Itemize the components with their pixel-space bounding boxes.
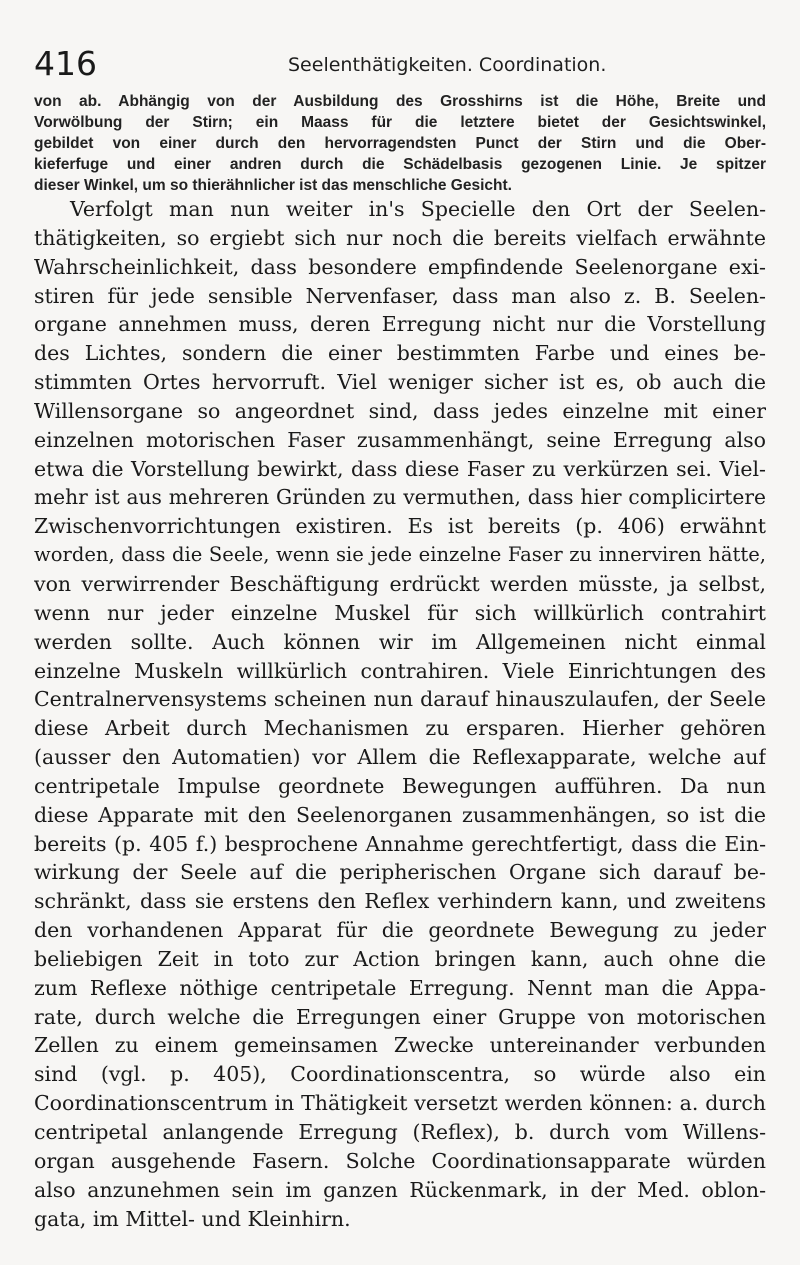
text-line: beliebigen Zeit in toto zur Action bringen kann, auch ohne die: [34, 946, 766, 971]
text-line: gata, im Mittel- und Kleinhirn.: [34, 1206, 351, 1231]
text-line: centripetal anlangende Erregung (Reflex), b. durch vom Willens-: [34, 1120, 766, 1144]
text-line: zum Reflexe nöthige centripetale Erregung. Nennt man die Appa-: [34, 975, 766, 1000]
text-line: thätigkeiten, so ergiebt sich nur noch die bereits vielfach erwähnte: [34, 225, 766, 250]
text-line: sind (vgl. p. 405), Coordinationscentra, so würde also ein: [34, 1062, 766, 1087]
text-line: wirkung der Seele auf die peripherischen Organe sich darauf be-: [34, 860, 766, 885]
text-line: rate, durch welche die Erregungen einer Gruppe von motorischen: [34, 1004, 766, 1029]
text-line: Zwischenvorrichtungen existiren. Es ist bereits (p. 406) erwähnt: [34, 514, 766, 539]
text-line: Zellen zu einem gemeinsamen Zwecke untereinander verbunden: [34, 1033, 766, 1058]
text-line: bereits (p. 405 f.) besprochene Annahme gerechtfertigt, dass die Ein-: [34, 831, 766, 856]
text-line: centripetale Impulse geordnete Bewegungen aufführen. Da nun: [34, 773, 766, 798]
text-line: einzelnen motorischen Faser zusammenhängt, seine Erregung also: [34, 427, 766, 452]
running-title: Seelenthätigkeiten. Coordination.: [288, 54, 607, 76]
text-line: kieferfuge und einer andren durch die Schädelbasis gezogenen Linie. Je spitzer: [34, 156, 766, 173]
text-line: einzelne Muskeln willkürlich contrahiren. Viele Einrichtungen des: [34, 658, 766, 683]
text-line: etwa die Vorstellung bewirkt, dass diese Faser zu verkürzen sei. Viel-: [34, 456, 766, 481]
text-line: Coordinationscentrum in Thätigkeit versetzt werden können: a. durch: [34, 1091, 766, 1116]
text-line: Centralnervensystems scheinen nun darauf hinauszulaufen, der Seele: [34, 687, 766, 712]
text-line: also anzunehmen sein im ganzen Rückenmark, in der Med. oblon-: [34, 1177, 766, 1202]
text-line: werden sollte. Auch können wir im Allgemeinen nicht einmal: [34, 629, 766, 654]
text-line: mehr ist aus mehreren Gründen zu vermuthen, dass hier complicirtere: [34, 485, 766, 510]
text-line: Verfolgt man nun weiter in's Specielle den Ort der Seelen-: [70, 197, 766, 221]
text-line: organ ausgehende Fasern. Solche Coordinationsapparate würden: [34, 1148, 766, 1173]
text-line: des Lichtes, sondern die einer bestimmten Farbe und eines be-: [34, 341, 766, 366]
text-line: gebildet von einer durch den hervorragendsten Punct der Stirn und die Ober-: [34, 135, 766, 152]
text-line: (ausser den Automatien) vor Allem die Reflexapparate, welche auf: [34, 745, 766, 770]
text-line: stimmten Ortes hervorruft. Viel weniger sicher ist es, ob auch die: [34, 370, 766, 395]
text-line: wenn nur jeder einzelne Muskel für sich willkürlich contrahirt: [34, 600, 766, 625]
text-line: diese Arbeit durch Mechanismen zu ersparen. Hierher gehören: [34, 716, 766, 741]
text-line: von ab. Abhängig von der Ausbildung des Grosshirns ist die Höhe, Breite und: [34, 93, 766, 110]
text-line: stiren für jede sensible Nervenfaser, dass man also z. B. Seelen-: [34, 283, 766, 308]
text-line: organe annehmen muss, deren Erregung nicht nur die Vorstellung: [34, 312, 766, 337]
small-print-paragraph: [34, 91, 766, 196]
text-line: von verwirrender Beschäftigung erdrückt werden müsste, ja selbst,: [34, 571, 766, 596]
text-line: den vorhandenen Apparat für die geordnete Bewegung zu jeder: [34, 918, 766, 943]
page-number: 416: [34, 44, 97, 83]
text-line: Vorwölbung der Stirn; ein Maass für die letztere bietet der Gesichtswinkel,: [34, 114, 766, 131]
text-line: Wahrscheinlichkeit, dass besondere empfindende Seelenorgane exi-: [34, 254, 766, 279]
main-paragraph: [34, 195, 766, 1233]
text-line: diese Apparate mit den Seelenorganen zusammenhängen, so ist die: [34, 802, 766, 827]
text-line: worden, dass die Seele, wenn sie jede einzelne Faser zu innerviren hätte,: [34, 543, 766, 567]
text-line: dieser Winkel, um so thierähnlicher ist das menschliche Gesicht.: [34, 177, 512, 194]
text-line: schränkt, dass sie erstens den Reflex verhindern kann, und zweitens: [34, 889, 766, 914]
text-line: Willensorgane so angeordnet sind, dass jedes einzelne mit einer: [34, 398, 766, 423]
